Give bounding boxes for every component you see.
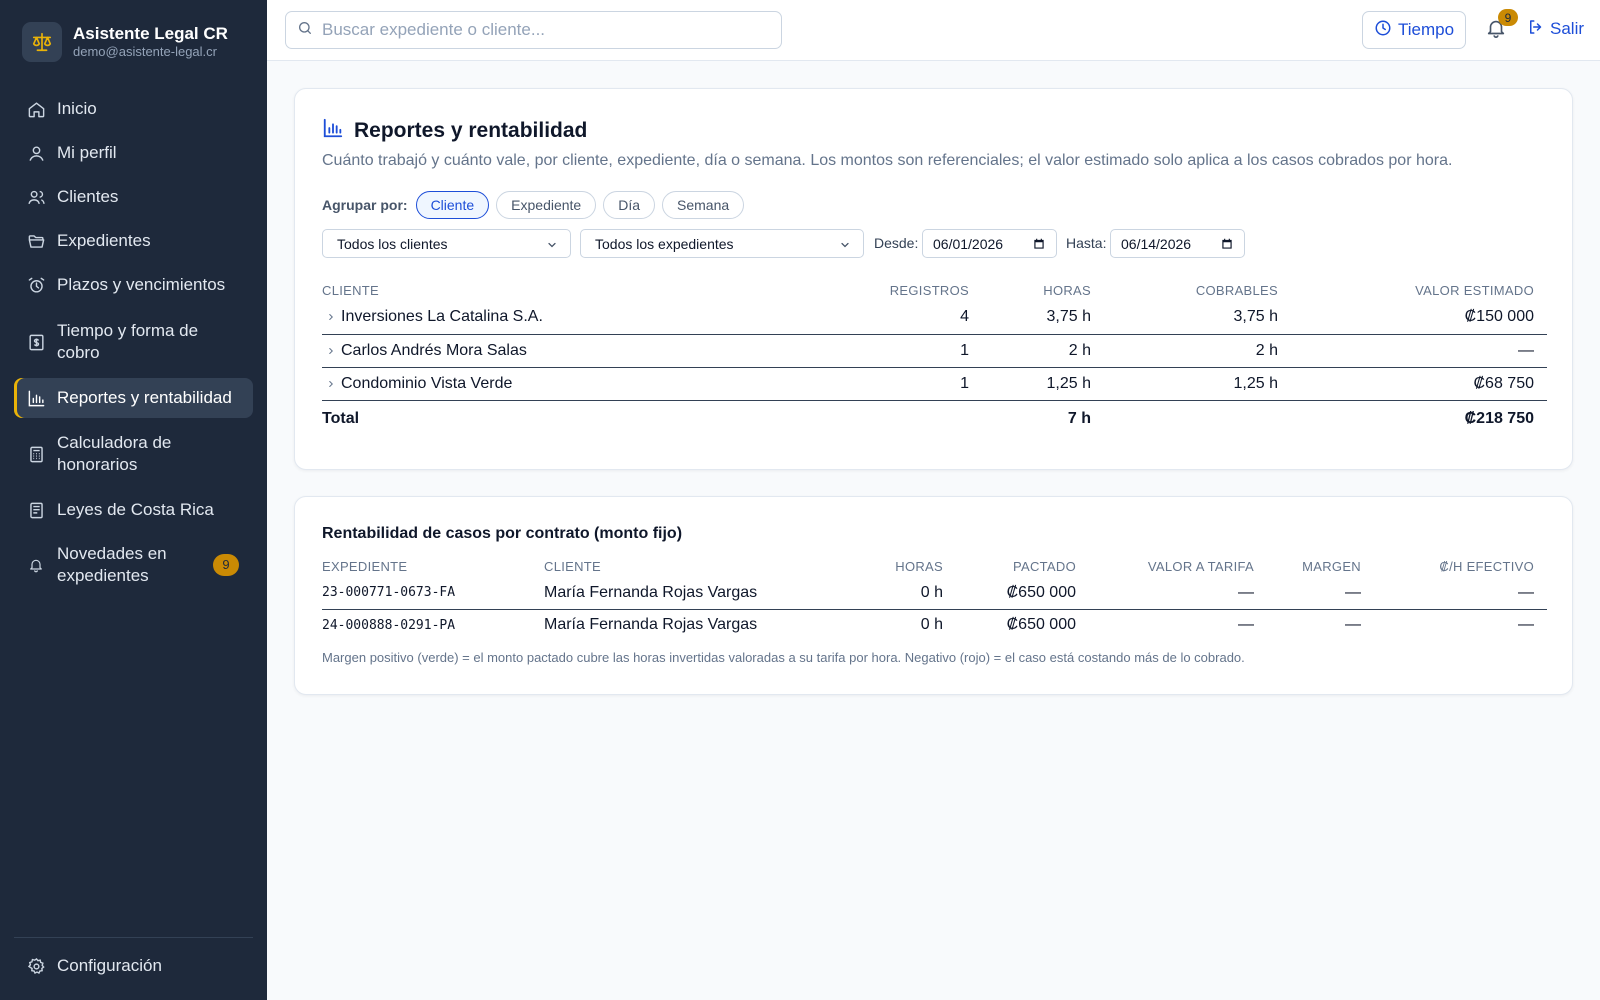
to-label: Hasta: (1066, 235, 1107, 251)
col-cliente: CLIENTE (544, 558, 602, 574)
row-registros: 4 (862, 301, 982, 334)
col-expediente: EXPEDIENTE (322, 558, 408, 574)
row-registros: 1 (862, 334, 982, 367)
client-filter-value: Todos los clientes (337, 235, 448, 252)
search-box[interactable] (285, 11, 782, 49)
table-row (322, 577, 1547, 609)
row-pactado: ₡650 000 (956, 577, 1089, 609)
col-cobrables: COBRABLES (1195, 283, 1278, 298)
fixed-fee-title: Rentabilidad de casos por contrato (monto fijo) (322, 525, 683, 542)
sidebar-item-label: Leyes de Costa Rica (57, 500, 214, 519)
users-icon (26, 187, 46, 207)
table-row[interactable] (322, 301, 1547, 334)
search-input[interactable] (322, 20, 762, 40)
user-email: demo@asistente-legal.cr (73, 44, 217, 59)
sidebar-item-mi-perfil[interactable] (14, 131, 253, 175)
chevron-right-icon[interactable] (322, 312, 340, 322)
chevron-down-icon (839, 238, 851, 254)
row-cobrables: 2 h (1104, 334, 1291, 367)
sidebar-item-label: Inicio (57, 99, 97, 118)
bell-icon (26, 555, 46, 575)
row-horas: 0 h (920, 616, 943, 634)
total-label: Total (322, 410, 360, 428)
calendar-icon (1220, 237, 1234, 254)
row-efectivo: — (1374, 577, 1547, 609)
row-horas: 0 h (854, 577, 956, 609)
group-by-row (322, 191, 751, 219)
sidebar-item-plazos[interactable] (14, 263, 253, 307)
sidebar (0, 0, 267, 1000)
report-table (322, 280, 1547, 438)
from-label: Desde: (874, 235, 919, 251)
sidebar-item-label: Clientes (57, 187, 119, 206)
topbar (267, 0, 1600, 61)
bar-chart-icon (322, 117, 344, 144)
filter-row (322, 229, 1562, 258)
col-efectivo: ₡/H EFECTIVO (1439, 558, 1534, 574)
col-cliente: CLIENTE (322, 283, 380, 298)
sidebar-item-tiempo-cobro[interactable] (14, 309, 253, 375)
client-filter-select[interactable] (322, 229, 571, 258)
group-chip-dia[interactable]: Día (603, 191, 655, 219)
row-cobrables: 1,25 h (1104, 367, 1291, 400)
sidebar-item-label: Plazos y vencimientos (57, 275, 226, 294)
case-filter-select[interactable] (580, 229, 864, 258)
report-description: Cuánto trabajó y cuánto vale, por cliente, expediente, día o semana. Los montos son referenciales; el valor estimado solo aplica a los casos cobrados por hora. (322, 152, 1453, 169)
row-valor: ₡68 750 (1291, 367, 1547, 400)
chevron-right-icon[interactable] (322, 346, 340, 356)
group-chip-semana[interactable]: Semana (662, 191, 744, 219)
logout-icon (1527, 18, 1545, 41)
home-icon (26, 99, 46, 119)
row-horas: 2 h (982, 334, 1104, 367)
row-valor-tarifa: — (1238, 616, 1254, 634)
bar-chart-icon (26, 388, 46, 408)
logout-label: Salir (1550, 19, 1585, 38)
col-horas: HORAS (1043, 283, 1091, 298)
scale-icon (22, 22, 62, 62)
row-cliente: Inversiones La Catalina S.A. (341, 308, 543, 326)
case-filter-value: Todos los expedientes (595, 235, 734, 252)
row-cliente: Carlos Andrés Mora Salas (341, 341, 527, 359)
sidebar-item-clientes[interactable] (14, 175, 253, 219)
row-valor: — (1291, 334, 1547, 367)
fixed-fee-card (294, 496, 1573, 695)
sidebar-item-calculadora[interactable] (14, 421, 253, 487)
user-icon (26, 143, 46, 163)
row-margen: — (1345, 616, 1361, 634)
fixed-fee-table (322, 555, 1547, 641)
row-expediente: 24-000888-0291-PA (322, 617, 456, 633)
chevron-right-icon[interactable] (322, 379, 340, 389)
sidebar-item-label: Calculadora de honorarios (57, 433, 172, 474)
col-pactado: PACTADO (1012, 558, 1076, 574)
row-horas: 3,75 h (982, 301, 1104, 334)
app-title: Asistente Legal CR (73, 24, 228, 43)
row-horas: 1,25 h (982, 367, 1104, 400)
sidebar-item-label: Expedientes (57, 231, 151, 250)
sidebar-item-expedientes[interactable] (14, 219, 253, 263)
total-row (322, 400, 1547, 438)
sidebar-item-label: Tiempo y forma de cobro (57, 321, 199, 362)
sidebar-item-configuracion[interactable] (14, 946, 253, 986)
row-valor-tarifa: — (1089, 577, 1267, 609)
row-expediente: 23-000771-0673-FA (322, 577, 544, 609)
sidebar-item-label: Mi perfil (57, 143, 117, 162)
to-date-input[interactable] (1110, 229, 1245, 258)
total-valor: ₡218 750 (1464, 410, 1534, 428)
row-registros: 1 (862, 367, 982, 400)
report-title-row (322, 117, 587, 144)
alarm-icon (26, 275, 46, 295)
notification-badge: 9 (213, 554, 239, 576)
group-by-label: Agrupar por: (322, 197, 408, 213)
from-date-value: 06/01/2026 (933, 235, 1004, 252)
from-date-input[interactable] (922, 229, 1057, 258)
tiempo-label: Tiempo (1397, 20, 1455, 39)
col-margen: MARGEN (1302, 558, 1361, 574)
calculator-icon (26, 444, 46, 464)
sidebar-item-novedades[interactable] (14, 532, 253, 598)
col-registros: REGISTROS (889, 283, 969, 298)
notifications-count-badge: 9 (1498, 9, 1518, 26)
receipt-icon (26, 332, 46, 352)
row-cobrables: 3,75 h (1104, 301, 1291, 334)
row-valor: ₡150 000 (1291, 301, 1547, 334)
book-icon (26, 500, 46, 520)
table-row[interactable] (322, 334, 1547, 367)
row-cliente: María Fernanda Rojas Vargas (544, 577, 854, 609)
sidebar-item-label: Novedades en expedientes (57, 544, 167, 585)
logout-button[interactable] (1527, 17, 1584, 41)
table-row (322, 609, 1547, 641)
sidebar-item-label: Reportes y rentabilidad (57, 388, 232, 407)
total-horas: 7 h (1067, 410, 1091, 428)
group-chip-cliente[interactable]: Cliente (416, 191, 490, 219)
table-row[interactable] (322, 367, 1547, 400)
tiempo-button[interactable] (1362, 11, 1466, 49)
report-card (294, 88, 1573, 470)
folder-icon (26, 231, 46, 251)
to-date-value: 06/14/2026 (1121, 235, 1192, 252)
group-chip-expediente[interactable]: Expediente (496, 191, 596, 219)
sidebar-item-label: Configuración (57, 956, 162, 975)
gear-icon (26, 956, 46, 976)
sidebar-item-reportes[interactable] (14, 378, 253, 418)
clock-icon (1374, 19, 1392, 42)
row-cliente: María Fernanda Rojas Vargas (544, 616, 758, 634)
row-margen: — (1267, 577, 1374, 609)
fixed-fee-note: Margen positivo (verde) = el monto pactado cubre las horas invertidas valoradas a su tarifa por hora. Negativo (rojo) = el caso está costando más de lo cobrado. (322, 650, 1245, 665)
col-valor-estimado: VALOR ESTIMADO (1415, 283, 1534, 298)
search-icon (297, 20, 313, 41)
row-pactado: ₡650 000 (1006, 616, 1076, 634)
sidebar-item-leyes[interactable] (14, 488, 253, 532)
calendar-icon (1032, 237, 1046, 254)
sidebar-divider (14, 937, 253, 938)
brand (22, 22, 228, 62)
chevron-down-icon (546, 238, 558, 254)
page-title: Reportes y rentabilidad (354, 118, 588, 142)
col-horas: HORAS (895, 558, 943, 574)
row-cliente: Condominio Vista Verde (341, 374, 513, 392)
col-valor-tarifa: VALOR A TARIFA (1147, 558, 1254, 574)
row-efectivo: — (1518, 616, 1534, 634)
sidebar-item-inicio[interactable] (14, 87, 253, 131)
